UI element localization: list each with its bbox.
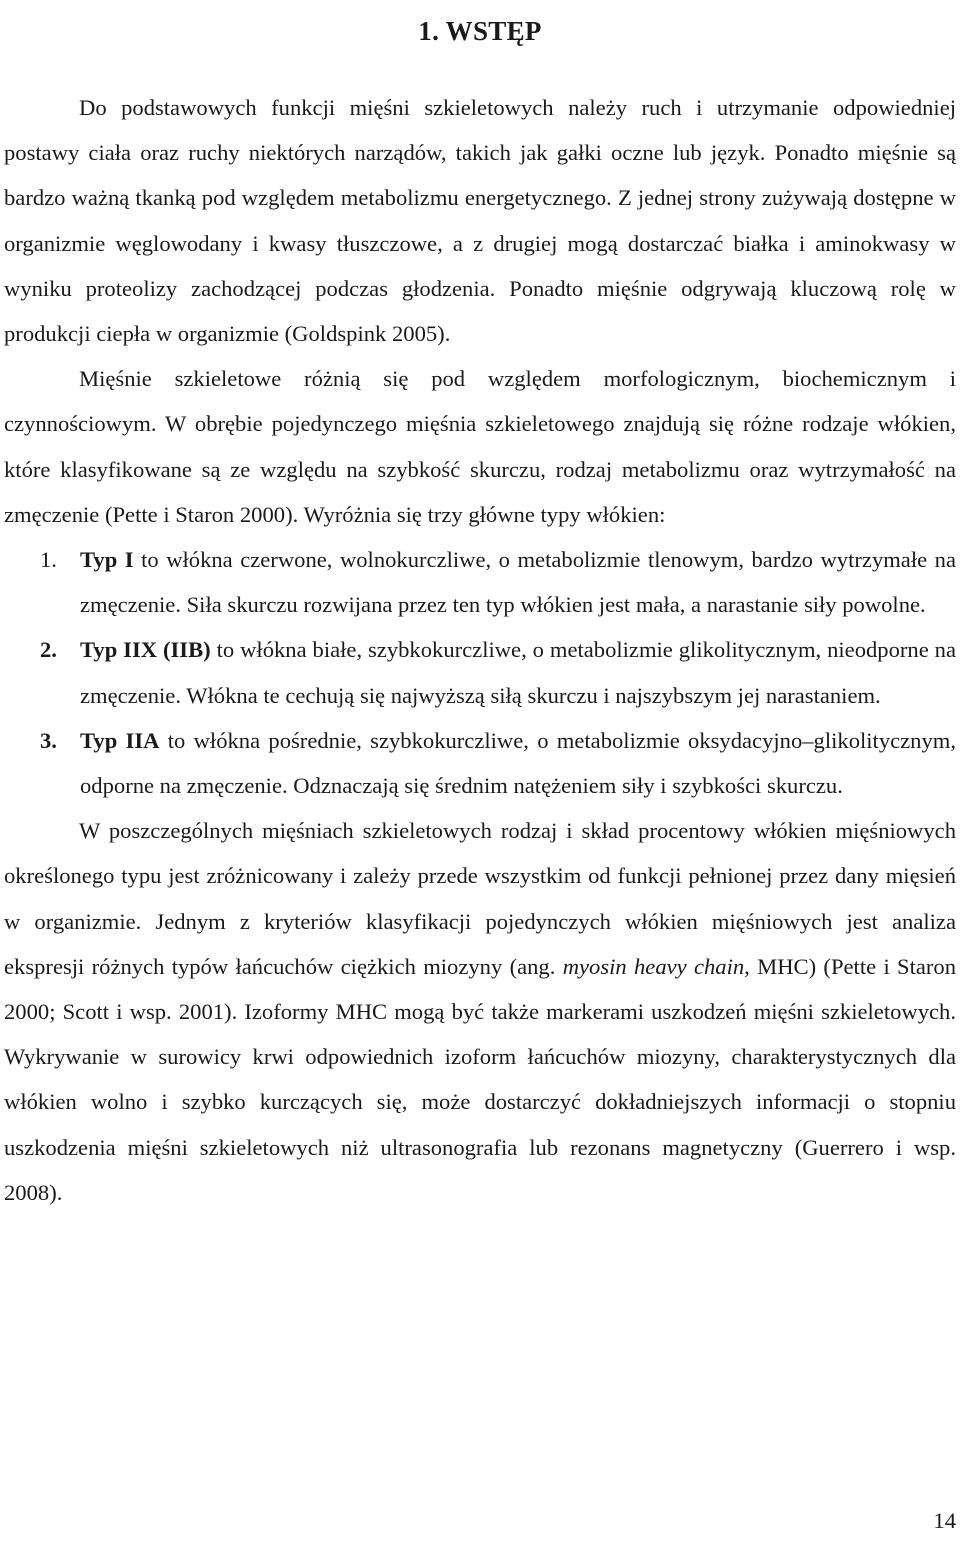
fiber-type-description: to włókna białe, szybkokurczliwe, o metabolizmie glikolitycznym, nieodporne na zmęczenie. Włókna te cechują się najwyższą siłą skurczu i najszybszym jej narastaniem. <box>80 637 956 708</box>
paragraph-mhc <box>4 808 956 1215</box>
list-number: 3. <box>40 727 57 753</box>
fiber-type-item <box>4 718 956 808</box>
page-number: 14 <box>933 1508 956 1533</box>
fiber-type-item <box>4 537 956 627</box>
paragraph-fiber-intro: Mięśnie szkieletowe różnią się pod względem morfologicznym, biochemicznym i czynnościowym. W obrębie pojedynczego mięśnia szkieletowego znajdują się różne rodzaje włókien, które klasyfikowane są ze względu na szybkość skurczu, rodzaj metabolizmu oraz wytrzymałość na zmęczenie (Pette i Staron 2000). Wyróżnia się trzy główne typy włókien: <box>4 366 956 527</box>
list-number: 1. <box>40 547 57 573</box>
body-text <box>4 85 956 1215</box>
list-number: 2. <box>40 637 57 663</box>
fiber-type-name: Typ IIA <box>80 727 160 753</box>
fiber-type-description: to włókna pośrednie, szybkokurczliwe, o metabolizmie oksydacyjno–glikolitycznym, odporne na zmęczenie. Odznaczają się średnim natężeniem siły i szybkości skurczu. <box>80 727 956 799</box>
mhc-text-end: MHC) (Pette i Staron 2000; Scott i wsp. 2001). Izoformy MHC mogą być także markerami uszkodzeń mięśni szkieletowych. Wykrywanie w surowicy krwi odpowiednich izoform łańcuchów miozyny, charakterystycznych dla włókien wolno i szybko kurczących się, może dostarczyć dokładniejszych informacji o stopniu uszkodzenia mięśni szkieletowych niż ultrasonografia lub rezonans magnetyczny (Guerrero i wsp. 2008). <box>4 953 957 1205</box>
mhc-text-start: W poszczególnych mięśniach szkieletowych rodzaj i skład procentowy włókien mięśniowych określonego typu jest zróżnicowany i zależy przede wszystkim od funkcji pełnionej przez dany mięsień w organizmie. Jednym z kryteriów klasyfikacji pojedynczych włókien mięśniowych jest analiza ekspresji różnych typów łańcuchów ciężkich miozyny (ang. <box>4 818 956 979</box>
paragraph-intro: Do podstawowych funkcji mięśni szkieletowych należy ruch i utrzymanie odpowiedniej postawy ciała oraz ruchy niektórych narządów, takich jak gałki oczne lub język. Ponadto mięśnie są bardzo ważną tkanką pod względem metabolizmu energetycznego. Z jednej strony zużywają dostępne w organizmie węglowodany i kwasy tłuszczowe, a z drugiej mogą dostarczać białka i aminokwasy w wyniku proteolizy zachodzącej podczas głodzenia. Ponadto mięśnie odgrywają kluczową rolę w produkcji ciepła w organizmie (Goldspink 2005). <box>4 95 956 347</box>
mhc-term-italic: myosin heavy chain, <box>562 953 750 979</box>
fiber-types-list <box>4 537 956 808</box>
fiber-type-name: Typ I <box>80 547 134 573</box>
section-heading: 1. WSTĘP <box>418 16 542 47</box>
fiber-type-description: to włókna czerwone, wolnokurczliwe, o metabolizmie tlenowym, bardzo wytrzymałe na zmęczenie. Siła skurczu rozwijana przez ten typ włókien jest mała, a narastanie siły powolne. <box>80 547 956 618</box>
fiber-type-name: Typ IIX (IIB) <box>80 637 211 663</box>
fiber-type-item <box>4 627 956 717</box>
